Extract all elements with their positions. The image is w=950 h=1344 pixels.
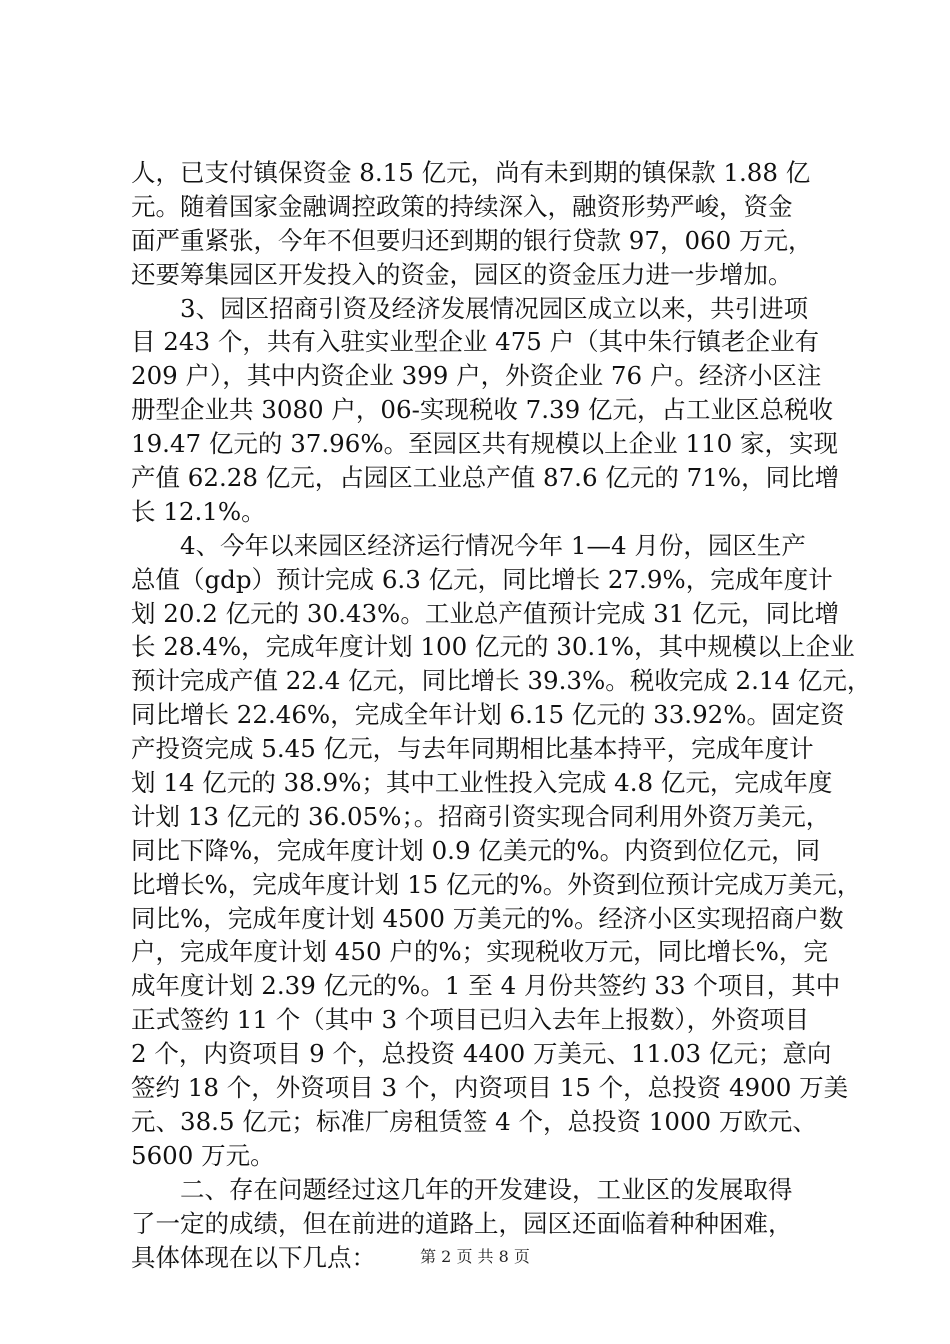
text-line: 元、38.5 亿元；标准厂房租赁签 4 个，总投资 1000 万欧元、 xyxy=(131,1106,817,1136)
text-line: 计划 13 亿元的 36.05%；。招商引资实现合同利用外资万美元， xyxy=(131,801,831,831)
text-line: 长 28.4%，完成年度计划 100 亿元的 30.1%，其中规模以上企业 xyxy=(131,632,855,662)
text-line: 产值 62.28 亿元，占园区工业总产值 87.6 亿元的 71%，同比增 xyxy=(131,463,840,493)
text-line: 同比%，完成年度计划 4500 万美元的%。经济小区实现招商户数 xyxy=(131,903,844,933)
text-line: 还要筹集园区开发投入的资金，园区的资金压力进一步增加。 xyxy=(131,259,793,289)
document-body xyxy=(131,156,872,1274)
text-line: 209 户），其中内资企业 399 户，外资企业 76 户。经济小区注 xyxy=(131,361,822,391)
text-line: 元。随着国家金融调控政策的持续深入，融资形势严峻，资金 xyxy=(131,191,793,221)
text-line: 正式签约 11 个（其中 3 个项目已归入去年上报数），外资项目 xyxy=(131,1005,810,1035)
text-line: 签约 18 个，外资项目 3 个，内资项目 15 个，总投资 4900 万美 xyxy=(131,1073,849,1103)
text-line: 户，完成年度计划 450 户的%；实现税收万元，同比增长%，完 xyxy=(131,937,828,967)
text-line: 册型企业共 3080 户，06-实现税收 7.39 亿元，占工业区总税收 xyxy=(131,395,834,425)
text-line: 面严重紧张，今年不但要归还到期的银行贷款 97，060 万元， xyxy=(131,225,813,255)
text-line: 成年度计划 2.39 亿元的%。1 至 4 月份共签约 33 个项目，其中 xyxy=(131,971,841,1001)
text-line: 2 个，内资项目 9 个，总投资 4400 万美元、11.03 亿元；意向 xyxy=(131,1039,832,1069)
text-line: 了一定的成绩，但在前进的道路上，园区还面临着种种困难， xyxy=(131,1208,793,1238)
text-line: 产投资完成 5.45 亿元，与去年同期相比基本持平，完成年度计 xyxy=(131,734,814,764)
text-line: 比增长%，完成年度计划 15 亿元的%。外资到位预计完成万美元， xyxy=(131,869,862,899)
paragraph-funding-pressure xyxy=(131,156,826,292)
text-line: 目 243 个，共有入驻实业型企业 475 户（其中朱行镇老企业有 xyxy=(131,327,820,357)
text-line: 长 12.1%。 xyxy=(131,496,266,526)
text-line: 19.47 亿元的 37.96%。至园区共有规模以上企业 110 家，实现 xyxy=(131,429,838,459)
text-line: 预计完成产值 22.4 亿元，同比增长 39.3%。税收完成 2.14 亿元， xyxy=(131,666,872,696)
text-line: 具体体现在以下几点： xyxy=(131,1242,376,1272)
text-line: 二、存在问题经过这几年的开发建设，工业区的发展取得 xyxy=(131,1174,793,1204)
text-line: 总值（gdp）预计完成 6.3 亿元，同比增长 27.9%，完成年度计 xyxy=(131,564,833,594)
text-line: 5600 万元。 xyxy=(131,1140,275,1170)
text-line: 同比增长 22.46%，完成全年计划 6.15 亿元的 33.92%。固定资 xyxy=(131,700,845,730)
text-line: 划 20.2 亿元的 30.43%。工业总产值预计完成 31 亿元，同比增 xyxy=(131,598,840,628)
text-line: 4、今年以来园区经济运行情况今年 1—4 月份，园区生产 xyxy=(131,530,806,560)
text-line: 3、园区招商引资及经济发展情况园区成立以来，共引进项 xyxy=(131,293,809,323)
paragraph-investment-development xyxy=(131,292,840,529)
text-line: 人，已支付镇保资金 8.15 亿元，尚有未到期的镇保款 1.88 亿 xyxy=(131,158,811,187)
text-line: 同比下降%，完成年度计划 0.9 亿美元的%。内资到位亿元，同 xyxy=(131,835,821,865)
text-line: 划 14 亿元的 38.9%；其中工业性投入完成 4.8 亿元，完成年度 xyxy=(131,768,833,798)
page-number-footer: 第 2 页 共 8 页 xyxy=(420,1247,530,1266)
paragraph-economic-operation xyxy=(131,529,872,1173)
